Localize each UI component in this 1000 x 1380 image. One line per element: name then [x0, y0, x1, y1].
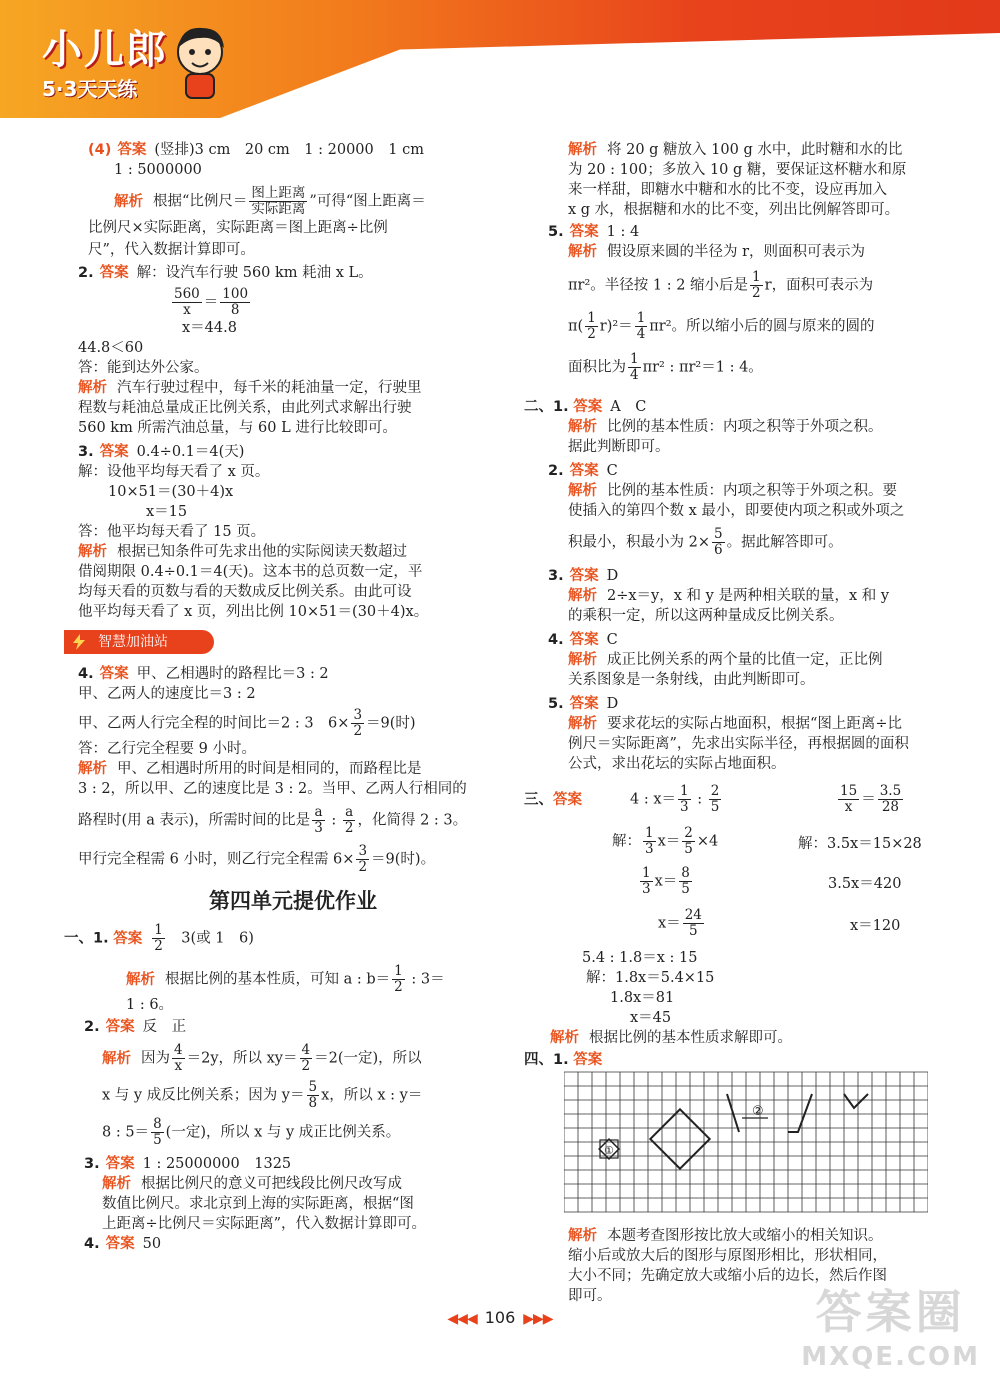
solution-line: 答：他平均每天看了 15 页。 — [78, 524, 266, 540]
answer-text: D — [606, 696, 619, 712]
answer-text: 3(或 1 6) — [166, 930, 254, 947]
question-number: 4. — [78, 666, 94, 682]
analysis-text: π( — [568, 318, 584, 335]
question-number: 3. — [548, 568, 564, 584]
analysis-label: 解析 — [568, 1228, 597, 1244]
s2-q4 — [548, 630, 940, 690]
solution-line: 5.4 : 1.8＝x : 15 — [582, 950, 698, 966]
answer-label: 答案 — [99, 265, 129, 281]
analysis-label: 解析 — [568, 483, 597, 499]
analysis-text: πr²。半径按 1 : 2 缩小后是 — [568, 277, 749, 294]
s2-q3 — [548, 566, 940, 626]
solution-line: 1.8x＝81 — [610, 990, 675, 1006]
analysis-text: 3 : 2，所以甲、乙的速度比是 3 : 2。当甲、乙两人行相同的 — [78, 781, 467, 797]
fraction: $\frac{2}{5}$ — [710, 783, 720, 815]
analysis-text: ”可得“图上距离＝ — [309, 193, 426, 210]
analysis-text: 比例尺×实际距离，实际距离＝图上距离÷比例 — [88, 220, 388, 236]
q4-4 — [88, 140, 498, 261]
watermark-line-1: 答案圈 — [815, 1285, 966, 1339]
analysis-text: 数值比例尺。求北京到上海的实际距离，根据“图 — [102, 1196, 414, 1212]
fraction: $\frac{1}{3}$ — [645, 825, 654, 857]
solution-line: 解：3.5x＝15×28 — [798, 836, 922, 852]
brand-logo — [42, 18, 168, 102]
analysis-text: 2÷x＝y，x 和 y 是两种相关联的量，x 和 y — [607, 588, 890, 604]
analysis-text: 将 20 g 糖放入 100 g 水中，此时糖和水的比 — [607, 142, 903, 158]
analysis-label: 解析 — [126, 971, 155, 988]
answer-label: 答案 — [105, 1156, 135, 1172]
fraction: $\frac{8}{5}$ — [681, 865, 690, 897]
analysis-label: 解析 — [568, 588, 597, 604]
question-number: 3. — [78, 444, 94, 460]
enlarged-square — [650, 1109, 709, 1168]
answer-text: 解：设汽车行驶 560 km 耗油 x L。 — [136, 265, 373, 281]
right-column — [524, 140, 940, 1308]
analysis-label: 解析 — [78, 380, 107, 396]
solution-line: x＝45 — [630, 1010, 672, 1026]
analysis-text: 根据比例的基本性质，可知 a : b＝ — [165, 971, 391, 988]
question-number: (4) — [88, 142, 112, 158]
question-number: 4. — [84, 1236, 100, 1252]
page-number: 106 — [484, 1308, 516, 1327]
analysis-text: 560 km 所需汽油总量，与 60 L 进行比较即可。 — [78, 420, 397, 436]
analysis-text: 关系图象是一条射线，由此判断即可。 — [568, 672, 815, 688]
answer-label: 答案 — [569, 696, 599, 712]
fraction: $\frac{8}{5}$ — [153, 1116, 162, 1148]
section-number: 三、 — [524, 792, 553, 808]
answer-conclusion: 答：能到达外公家。 — [78, 360, 209, 376]
analysis-text: 根据已知条件可先求出他的实际阅读天数超过 — [117, 544, 407, 560]
analysis-text: 假设原来圆的半径为 r，则面积可表示为 — [607, 244, 866, 260]
answer-text: 0.4÷0.1＝4(天) — [136, 444, 245, 460]
analysis-text: 比例的基本性质：内项之积等于外项之积。 — [607, 419, 883, 435]
next-arrows-icon: ▶▶▶ — [523, 1311, 553, 1327]
shape-line-4 — [844, 1094, 868, 1108]
solution-line: 甲、乙两人的速度比＝3 : 2 — [78, 686, 256, 702]
fraction: $\frac{1}{2}$ — [752, 269, 761, 301]
answer-text: D — [606, 568, 619, 584]
answer-label: 答案 — [569, 224, 599, 240]
answer-text: C — [606, 632, 618, 648]
q4: 4. 答案 甲、乙相遇时的路程比＝3 : 2 甲、乙两人的速度比＝3 : 2 甲、乙两人行完全程的时间比＝2 : 3 6× $\frac{3}{2}$ ＝9(时) 答：乙行完全程要 9 小时。 解析 甲、乙相遇时所用的时间是相同的，而路程比是 3 : 2，所以甲、乙的速度比是 3 : 2。当甲、乙两人行相同的 路程时(用 a 表示)，所需时间的比是 $\frac{a}{3}$ : $\frac{a}{2}$ ，化简得 2 : 3。 甲行完全程需 6 小时，则乙行完全程需 6× $\frac{3}{2}$ ＝9(时)。 — [78, 664, 498, 875]
question-number: 3. — [84, 1156, 100, 1172]
q5 — [548, 222, 940, 383]
equation: x＝44.8 — [182, 320, 237, 336]
fraction: $\frac{1}{4}$ — [636, 310, 646, 342]
answer-label: 答案 — [113, 930, 143, 947]
solution-line: 解：设他平均每天看了 x 页。 — [78, 464, 270, 480]
analysis-label: 解析 — [550, 1030, 579, 1046]
analysis-text: 根据“比例尺＝ — [153, 193, 248, 210]
solution-line: ＝9(时) — [366, 715, 416, 732]
answer-text: 反 正 — [142, 1019, 187, 1035]
watermark-line-2: MXQE.COM — [801, 1342, 980, 1372]
analysis-label: 解析 — [102, 1176, 131, 1192]
answer-label: 答案 — [105, 1236, 135, 1252]
s3: 三、答案 4 : x＝ $\frac{1}{3}$ : $\frac{2}{5}$ $\frac{15}{x}$ ＝ $\frac{3.5}{28}$ 解： $\frac{1}{3}$ x＝ $\frac{2}{5}$ ×4 解：3.5x＝15×28 $\frac{1}{3}$ x＝ $\frac{8}{5}$ 3.5x＝420 x＝ $\frac{24}{5}$ x＝120 5.4 : 1.8＝x : 15 解：1.8x＝5.4×15 1.8x＝81 x＝45 解析 根据比例的基本性质求解即可。 — [524, 783, 922, 1046]
analysis-text: 。据此解答即可。 — [726, 534, 843, 551]
fraction: $\frac{a}{2}$ — [344, 804, 354, 836]
analysis-text: 路程时(用 a 表示)，所需时间的比是 — [78, 812, 311, 829]
analysis-text: r，面积可表示为 — [764, 277, 874, 294]
analysis-text: x g 水，根据糖和水的比不变，列出比例解答即可。 — [568, 202, 900, 218]
answer-label: 答案 — [573, 399, 603, 415]
analysis-text: 的乘积一定，所以这两种量成反比例关系。 — [568, 608, 844, 624]
analysis-text: 使插入的第四个数 x 最小，即要使内项之积或外项之 — [568, 503, 905, 519]
analysis-text: 甲行完全程需 6 小时，则乙行完全程需 6× — [78, 851, 355, 868]
drawing-grid — [564, 1066, 928, 1218]
analysis-text: 根据比例尺的意义可把线段比例尺改写成 — [141, 1176, 402, 1192]
fraction: $\frac{3.5}{28}$ — [879, 783, 902, 815]
prev-arrows-icon: ◀◀◀ — [447, 1311, 477, 1327]
fraction: $\frac{a}{3}$ — [314, 804, 323, 836]
fraction: $\frac{2}{5}$ — [684, 825, 693, 857]
analysis-text: 尺”，代入数据计算即可。 — [88, 242, 255, 258]
solution-line: x＝15 — [146, 504, 188, 520]
analysis-text: ＝2(一定)，所以 — [314, 1050, 422, 1067]
analysis-text: 大小不同；先确定放大或缩小后的边长，然后作图 — [568, 1268, 887, 1284]
analysis-text: 积最小，积最小为 2× — [568, 534, 710, 551]
fraction: $\frac{3}{2}$ — [358, 843, 368, 875]
analysis-text: 例尺＝实际距离”，先求出实际半径，再根据圆的面积 — [568, 736, 909, 752]
analysis-text: πr²。所以缩小后的圆与原来的圆的 — [649, 318, 875, 335]
lightning-icon — [70, 633, 88, 651]
unit-title: 第四单元提优作业 — [209, 889, 377, 913]
series-name: 5·3天天练 — [42, 77, 138, 101]
fraction: $\frac{15}{x}$ — [840, 783, 858, 815]
analysis-text: 根据比例的基本性质求解即可。 — [589, 1030, 792, 1046]
answer-label: 答案 — [553, 792, 582, 808]
analysis-text: 汽车行驶过程中，每千米的耗油量一定，行驶里 — [117, 380, 422, 396]
analysis-label: 解析 — [78, 761, 107, 777]
analysis-text: 因为 — [141, 1050, 170, 1067]
brand-name: 小儿郎 — [42, 27, 168, 73]
fraction: $\frac{5}{6}$ — [713, 526, 723, 558]
s1-q3 — [84, 1154, 498, 1254]
fraction: $\frac{5}{8}$ — [308, 1079, 318, 1111]
fraction: $\frac{1}{3}$ — [642, 865, 651, 897]
analysis-text: 成正比例关系的两个量的比值一定，正比例 — [607, 652, 883, 668]
analysis-text: r)²＝ — [599, 318, 633, 335]
answer-text: 1 : 4 — [606, 224, 640, 240]
mascot-icon — [168, 22, 232, 100]
section-tag-label: 智慧加油站 — [98, 634, 168, 650]
watermark — [801, 1276, 980, 1372]
question-number: 5. — [548, 696, 564, 712]
answer-text: 50 — [142, 1236, 162, 1252]
question-number: 5. — [548, 224, 564, 240]
analysis-text: 为 20 : 100；多放入 10 g 糖，要保证这杯糖水和原 — [568, 162, 907, 178]
fraction: $\frac{\text{图上距离}}{\text{实际距离}}$ — [251, 185, 306, 217]
solution-line: 3.5x＝420 — [828, 876, 902, 892]
analysis-label: 解析 — [568, 142, 597, 158]
fraction: $\frac{1}{2}$ — [154, 922, 163, 954]
solution-line: 10×51＝(30＋4)x — [108, 484, 234, 500]
answer-label: 答案 — [573, 1052, 603, 1068]
answer-text-2: 1 : 5000000 — [114, 162, 202, 178]
comparison: 44.8＜60 — [78, 340, 144, 356]
analysis-label: 解析 — [568, 244, 597, 260]
grid-mark: ② — [752, 1104, 764, 1119]
answer-text: 1 : 25000000 1325 — [142, 1156, 292, 1172]
section-number: 二、1. — [524, 399, 569, 415]
analysis-text: 上距离÷比例尺＝实际距离”，代入数据计算即可。 — [102, 1216, 427, 1232]
fraction: $\frac{4}{2}$ — [301, 1042, 311, 1074]
analysis-text: 程数与耗油总量成正比例关系，由此列式求解出行驶 — [78, 400, 412, 416]
s2-q1 — [524, 397, 940, 457]
solution-line: 甲、乙两人行完全程的时间比＝2 : 3 6× — [78, 715, 350, 732]
s1-q2 — [84, 1017, 498, 1148]
fraction: $\frac{560}{x}$ — [174, 286, 200, 318]
q2: 2. 答案 解：设汽车行驶 560 km 耗油 x L。 $\frac{560}{x}$ ＝ $\frac{100}{8}$ x＝44.8 44.8＜60 答：能到达外公家。 解析 汽车行驶过程中，每千米的耗油量一定，行驶里 程数与耗油总量成正比例关系，由此列式求解出行驶 560 km 所需汽油总量，与 60 L 进行比较即可。 — [78, 263, 498, 438]
fraction: $\frac{3}{2}$ — [353, 707, 363, 739]
analysis-text: x 与 y 成反比例关系；因为 y＝ — [102, 1087, 305, 1104]
analysis-text: (一定)，所以 x 与 y 成正比例关系。 — [165, 1124, 401, 1141]
solution-line: 答：乙行完全程要 9 小时。 — [78, 741, 256, 757]
analysis-label: 解析 — [568, 716, 597, 732]
analysis-text: ＝2y，所以 xy＝ — [186, 1050, 298, 1067]
answer-text: 甲、乙相遇时的路程比＝3 : 2 — [136, 666, 329, 682]
q4-cont — [568, 140, 940, 220]
analysis-text: 1 : 6。 — [126, 997, 174, 1013]
answer-label: 答案 — [105, 1019, 135, 1035]
analysis-text: : 3＝ — [406, 971, 445, 988]
analysis-text: 据此判断即可。 — [568, 439, 670, 455]
question-number: 2. — [548, 463, 564, 479]
analysis-label: 解析 — [568, 419, 597, 435]
grid-mark-2: ① — [604, 1144, 614, 1157]
answer-label: 答案 — [569, 632, 599, 648]
solution-line: 解：1.8x＝5.4×15 — [586, 970, 715, 986]
question-number: 2. — [78, 265, 94, 281]
analysis-text: ，化简得 2 : 3。 — [357, 812, 468, 829]
analysis-text: 面积比为 — [568, 359, 626, 376]
analysis-text: 即可。 — [568, 1288, 612, 1304]
fraction: $\frac{1}{3}$ — [680, 783, 689, 815]
fraction: $\frac{24}{5}$ — [684, 907, 702, 939]
section-number: 四、1. — [524, 1052, 569, 1068]
s2-q5 — [548, 694, 940, 774]
analysis-text: πr² : πr²＝1 : 4。 — [642, 359, 763, 376]
analysis-text: 来一样甜，即糖水中糖和水的比不变，设应再加入 — [568, 182, 887, 198]
answer-text: A C — [610, 399, 647, 415]
section-number: 一、1. — [64, 930, 109, 947]
fraction: $\frac{100}{8}$ — [222, 286, 249, 318]
analysis-text: 8 : 5＝ — [102, 1124, 150, 1141]
s2-q2 — [548, 461, 940, 558]
answer-label: 答案 — [99, 666, 129, 682]
analysis-text: 甲、乙相遇时所用的时间是相同的，而路程比是 — [117, 761, 422, 777]
analysis-text: 他平均每天看了 x 页，列出比例 10×51＝(30＋4)x。 — [78, 604, 429, 620]
analysis-text: 公式，求出花坛的实际占地面积。 — [568, 756, 786, 772]
q3 — [78, 442, 498, 622]
analysis-text: ＝9(时)。 — [371, 851, 436, 868]
answer-text: C — [606, 463, 618, 479]
answer-label: 答案 — [99, 444, 129, 460]
analysis-label: 解析 — [78, 544, 107, 560]
answer-text: (竖排)3 cm 20 cm 1 : 20000 1 cm — [154, 142, 424, 158]
analysis-label: 解析 — [114, 193, 143, 210]
fraction: $\frac{1}{2}$ — [587, 310, 596, 342]
analysis-text: 比例的基本性质：内项之积等于外项之积。要 — [607, 483, 897, 499]
answer-label: 答案 — [569, 463, 599, 479]
fraction: $\frac{4}{x}$ — [174, 1042, 183, 1074]
analysis-label: 解析 — [102, 1050, 131, 1067]
answer-label: 答案 — [569, 568, 599, 584]
question-number: 2. — [84, 1019, 100, 1035]
fraction: $\frac{1}{2}$ — [394, 963, 403, 995]
solution-line: x＝120 — [850, 918, 901, 934]
s4-q1 — [524, 1050, 940, 1306]
analysis-label: 解析 — [568, 652, 597, 668]
s1-q1 — [64, 923, 498, 1015]
analysis-text: 借阅期限 0.4÷0.1＝4(天)。这本书的总页数一定，平 — [78, 564, 423, 580]
answer-label: 答案 — [117, 142, 147, 158]
question-number: 4. — [548, 632, 564, 648]
fraction: $\frac{1}{4}$ — [630, 351, 639, 383]
analysis-text: 要求花坛的实际占地面积，根据“图上距离÷比 — [607, 716, 903, 732]
section-tag — [64, 630, 214, 654]
analysis-text: 均每天看的页数与看的天数成反比例关系。由此可设 — [78, 584, 412, 600]
analysis-text: 本题考查图形按比放大或缩小的相关知识。 — [607, 1228, 883, 1244]
analysis-text: 缩小后或放大后的图形与原图形相比，形状相同， — [568, 1248, 887, 1264]
left-column — [64, 140, 498, 1256]
analysis-text: x，所以 x : y＝ — [321, 1087, 423, 1104]
